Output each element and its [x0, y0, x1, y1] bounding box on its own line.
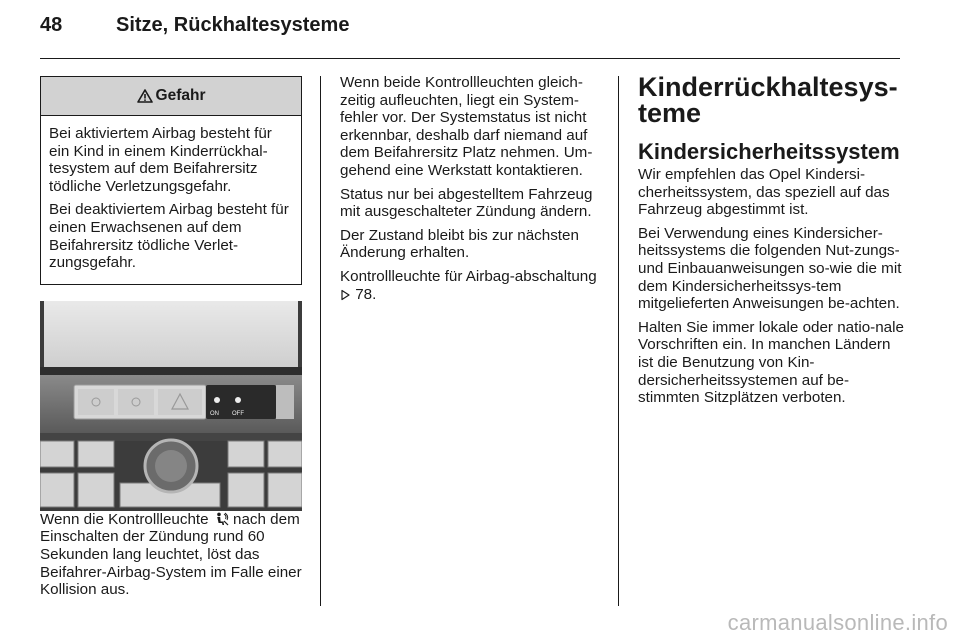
- body-paragraph: Der Zustand bleibt bis zur nächsten Änderung erhalten.: [340, 226, 579, 262]
- page-reference-number[interactable]: 78.: [351, 285, 377, 303]
- danger-paragraph: Bei deaktiviertem Airbag besteht für einen Erwachsenen auf dem Beifahrersitz tödliche Verlet-zungsgefahr.: [49, 201, 289, 272]
- watermark: carmanualsonline.info: [727, 610, 948, 635]
- body-paragraph: Wenn beide Kontrollleuchten gleich-zeitig aufleuchten, liegt ein System-fehler vor. Der Systemstatus ist nicht erkennbar, deshalb darf niemand auf dem Beifahrersitz Platz nehmen. Um-gehend eine Werkstatt kontaktieren.: [340, 74, 593, 179]
- section-title: Sitze, Rückhaltesysteme: [116, 14, 350, 36]
- page-reference: Kontrollleuchte für Airbag-abschaltung 78.: [340, 267, 597, 303]
- dashboard-photo: [40, 301, 302, 511]
- warning-triangle-icon: [137, 89, 153, 103]
- column-divider-left: [320, 76, 321, 606]
- header-rule: [40, 58, 900, 59]
- danger-box: [40, 76, 302, 285]
- page-reference-arrow-icon[interactable]: [340, 289, 351, 301]
- column-divider-right: [618, 76, 619, 606]
- section-heading: Kindersicherheitssystem: [638, 139, 900, 164]
- body-paragraph: Bei Verwendung eines Kindersicher-heitssystems die folgenden Nut-zungs- und Einbauanweisungen so-wie die mit dem Kindersicherheitssys-tem mitgelieferten Anweisungen be-achten.: [638, 224, 902, 313]
- photo-label-on: ON: [210, 410, 219, 417]
- airbag-off-indicator-icon: [213, 512, 229, 526]
- danger-box-body: [41, 116, 301, 284]
- dashboard-photo-illustration: [40, 301, 302, 511]
- body-paragraph: Status nur bei abgestelltem Fahrzeug mit ausgeschalteter Zündung ändern.: [340, 185, 593, 221]
- danger-box-title: Gefahr: [155, 87, 206, 105]
- photo-label-off: OFF: [232, 410, 244, 417]
- body-paragraph: Halten Sie immer lokale oder natio-nale Vorschriften ein. In manchen Ländern ist die Benutzung von Kin-dersicherheitssystemen auf be-stimmten Sitzplätzen verboten.: [638, 318, 904, 407]
- danger-paragraph: Bei aktiviertem Airbag besteht für ein Kind in einem Kinderrückhal-tesystem auf dem Beifahrersitz tödliche Verletzungsgefahr.: [49, 125, 272, 195]
- column-3: [638, 74, 904, 413]
- page-number: 48: [40, 14, 63, 36]
- column-1: [40, 76, 302, 605]
- chapter-heading: Kinderrückhaltesys-teme: [638, 72, 898, 128]
- body-paragraph: Wir empfehlen das Opel Kindersi-cherheitssystem, das speziell auf das Fahrzeug abgestimmt ist.: [638, 166, 890, 219]
- danger-box-header: [41, 77, 301, 116]
- photo-caption: Wenn die Kontrollleuchte nach dem Einschalten der Zündung rund 60 Sekunden lang leuchtet, löst das Beifahrer-Airbag-System im Falle einer Kollision aus.: [40, 510, 302, 599]
- column-2: [340, 74, 604, 309]
